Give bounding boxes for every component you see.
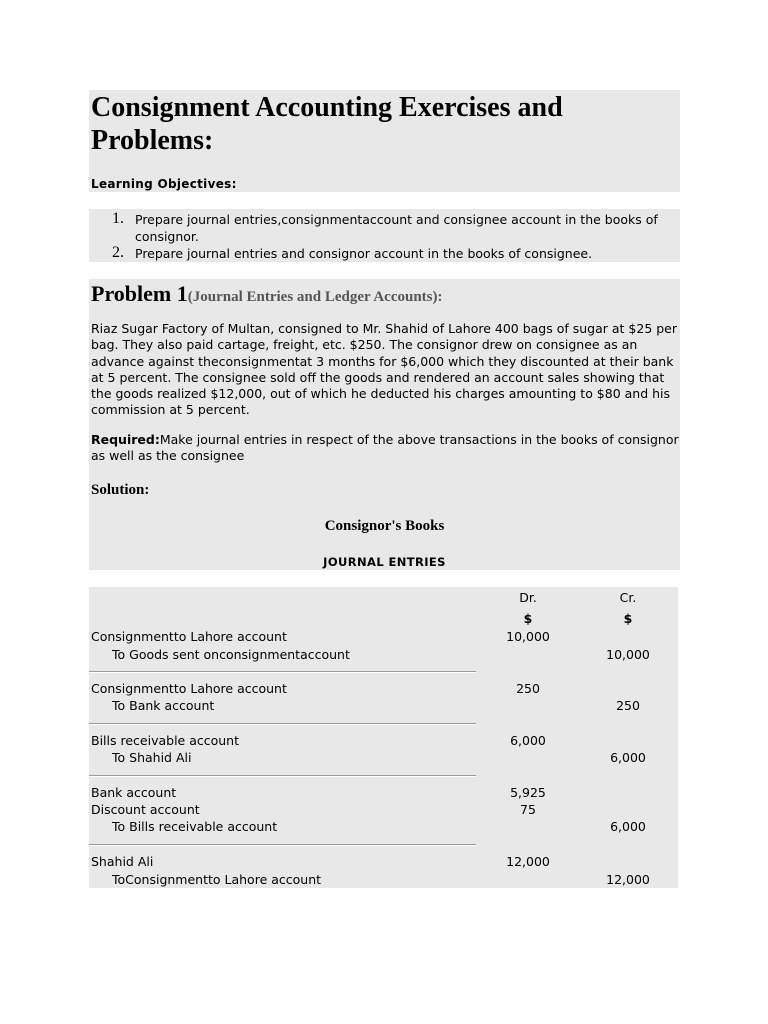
debit-account: Consignmentto Lahore account	[91, 681, 287, 696]
objective-text: Prepare journal entries and consignor account in the books of consignee.	[135, 246, 593, 261]
learning-objectives-heading: Learning Objectives:	[91, 177, 237, 191]
debit-amount: 10,000	[506, 629, 550, 644]
consignor-books-title: Consignor's Books	[324, 518, 445, 534]
problem-subtitle: (Journal Entries and Ledger Accounts):	[187, 289, 443, 305]
journal-entries-title: JOURNAL ENTRIES	[323, 555, 446, 569]
required-label: Required:	[91, 432, 160, 447]
dr-header: Dr.	[519, 590, 537, 605]
objective-number: 1.	[112, 210, 124, 227]
debit-account: Bills receivable account	[91, 733, 239, 748]
credit-amount: 6,000	[610, 819, 646, 834]
credit-account: To Bank account	[112, 698, 215, 713]
debit-account: Bank account	[91, 785, 177, 800]
dr-currency: $	[523, 611, 533, 626]
entry-divider	[89, 723, 476, 725]
debit-account: Discount account	[91, 802, 200, 817]
debit-amount: 5,925	[510, 785, 546, 800]
objective-item	[91, 245, 676, 262]
learning-objectives-list	[91, 211, 676, 262]
problem-title: Problem 1	[91, 281, 188, 306]
debit-amount: 12,000	[506, 854, 550, 869]
credit-account: ToConsignmentto Lahore account	[112, 872, 322, 887]
objective-text: Prepare journal entries,consignmentaccount and consignee account in the books of consignor.	[135, 212, 658, 244]
credit-account: To Goods sent onconsignmentaccount	[112, 647, 350, 662]
debit-amount: 6,000	[510, 733, 546, 748]
entry-divider	[89, 775, 476, 777]
debit-amount: 75	[520, 802, 536, 817]
credit-account: To Bills receivable account	[112, 819, 278, 834]
cr-header: Cr.	[619, 590, 637, 605]
page-title: Consignment Accounting Exercises and Problems:	[91, 92, 563, 156]
debit-account: Shahid Ali	[91, 854, 154, 869]
required-text: Make journal entries in respect of the above transactions in the books of consignor as well as the consignee	[91, 432, 679, 464]
objective-number: 2.	[112, 244, 124, 261]
credit-amount: 250	[616, 698, 640, 713]
journal-table	[89, 587, 678, 888]
problem-body: Riaz Sugar Factory of Multan, consigned to Mr. Shahid of Lahore 400 bags of sugar at $25 per bag. They also paid cartage, freight, etc. $250. The consignor drew on consignee as an advance against theconsignmentat 3 months for $6,000 which they discounted at their bank at 5 percent. The consignee sold off the goods and rendered an account sales showing that the goods realized $12,000, out of which he deducted his charges amounting to $80 and his commission at 5 percent.	[91, 321, 678, 418]
problem-heading	[91, 281, 442, 307]
debit-amount: 250	[516, 681, 540, 696]
credit-amount: 12,000	[606, 872, 650, 887]
credit-amount: 10,000	[606, 647, 650, 662]
solution-label: Solution:	[91, 482, 150, 498]
debit-account: Consignmentto Lahore account	[91, 629, 287, 644]
credit-account: To Shahid Ali	[112, 750, 192, 765]
required-paragraph	[91, 432, 679, 465]
entry-divider	[89, 671, 476, 673]
objective-item	[91, 211, 676, 245]
cr-currency: $	[623, 611, 633, 626]
entry-divider	[89, 844, 476, 846]
credit-amount: 6,000	[610, 750, 646, 765]
